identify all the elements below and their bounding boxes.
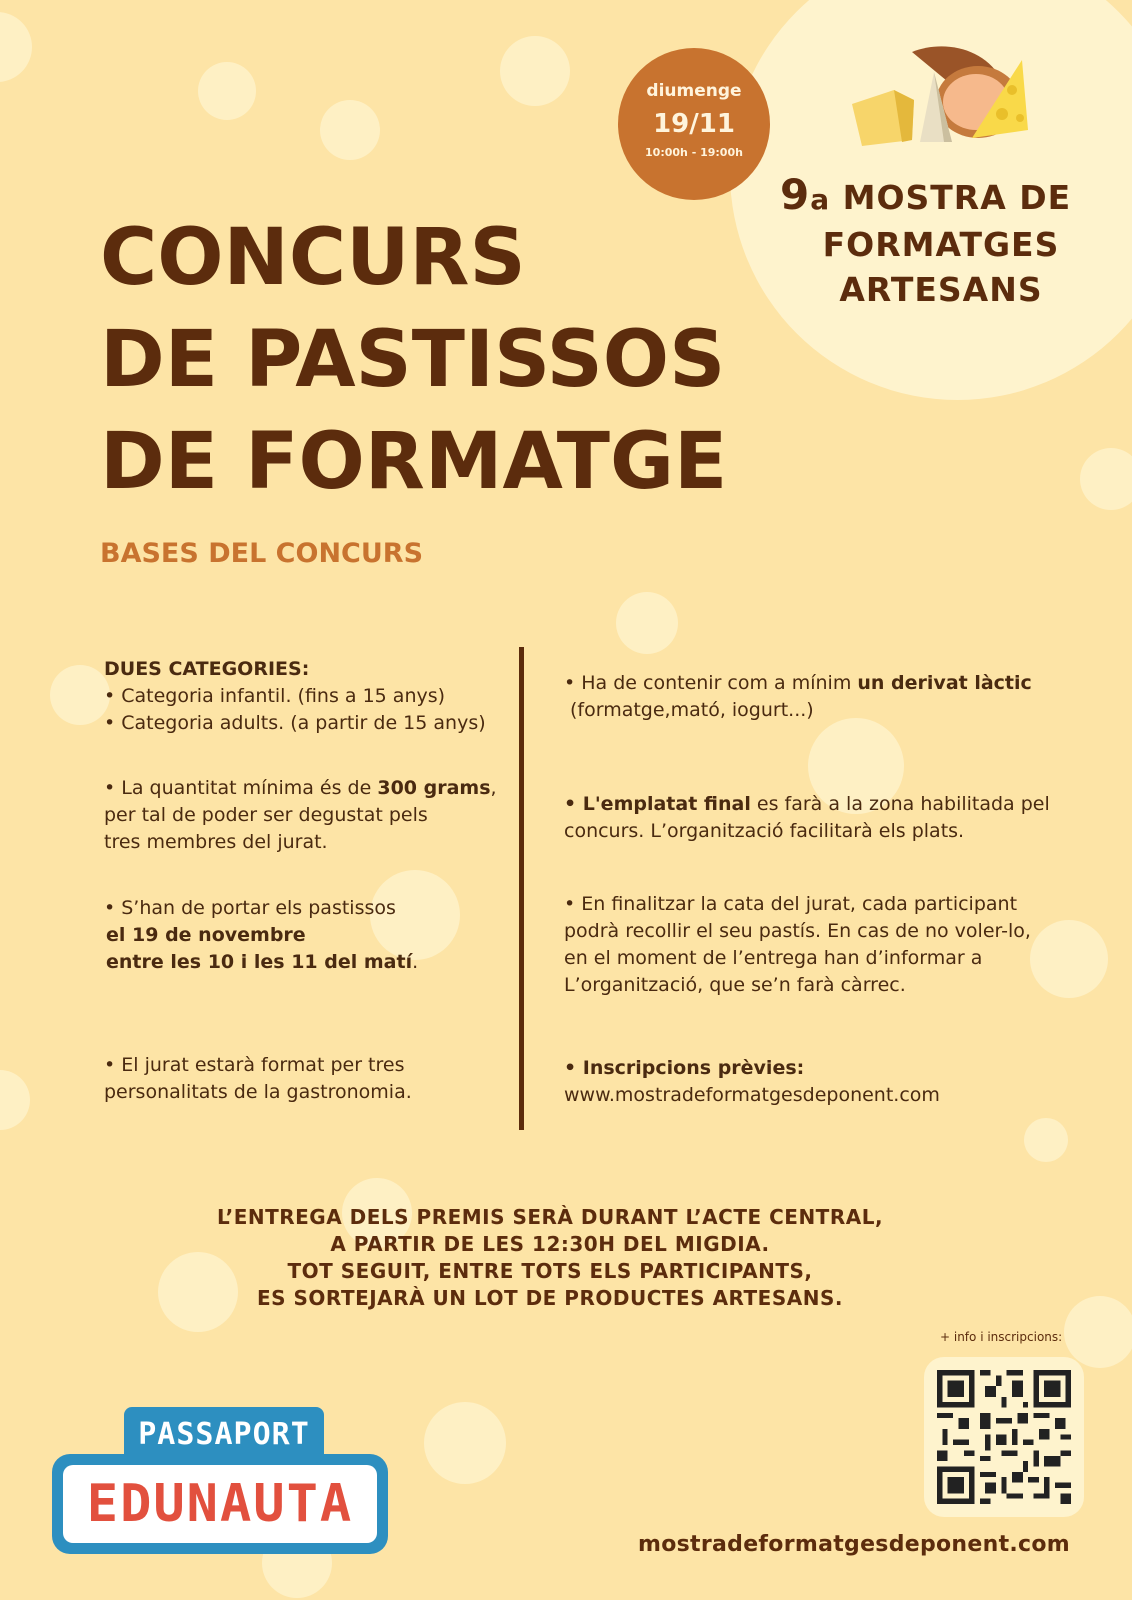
categories-block	[104, 656, 524, 737]
event-ordinal-suffix: a	[810, 183, 831, 216]
event-title-line2: FORMATGES	[822, 225, 1060, 264]
category-infant: • Categoria infantil. (fins a 15 anys)	[104, 685, 446, 707]
dairy-block	[564, 670, 1104, 724]
quantity-comma: ,	[490, 777, 497, 799]
event-title-line3: ARTESANS	[839, 270, 1043, 309]
background-spot	[50, 665, 110, 725]
delivery-line1: • S’han de portar els pastissos	[104, 897, 396, 919]
collect-line3: en el moment de l’entrega han d’informar a	[564, 947, 983, 969]
logo-frame	[52, 1454, 388, 1554]
subtitle: BASES DEL CONCURS	[100, 538, 424, 569]
awards-line2: A PARTIR DE LES 12:30H DEL MIGDIA.	[330, 1232, 770, 1256]
jury-block	[104, 1052, 524, 1106]
rules-left-column	[104, 0, 524, 1600]
quantity-line2: per tal de poder ser degustat pels	[104, 804, 428, 826]
delivery-period: .	[412, 951, 419, 973]
quantity-text: • La quantitat mínima és de	[104, 777, 378, 799]
plating-block	[564, 791, 1104, 845]
event-ordinal-number: 9	[780, 170, 811, 219]
main-title-line2: DE PASTISSOS	[100, 315, 726, 405]
categories-heading: DUES CATEGORIES:	[104, 658, 310, 680]
date-value: 19/11	[653, 109, 735, 139]
dairy-bold: un derivat làctic	[857, 672, 1032, 694]
quantity-line3: tres membres del jurat.	[104, 831, 328, 853]
dairy-examples: (formatge,mató, iogurt...)	[570, 699, 814, 721]
awards-line1: L’ENTREGA DELS PREMIS SERÀ DURANT L’ACTE CENTRAL,	[216, 1205, 884, 1229]
registration-url[interactable]: www.mostradeformatgesdeponent.com	[564, 1084, 940, 1106]
plating-line2: concurs. L’organització facilitarà els plats.	[564, 820, 965, 842]
website-link[interactable]: mostradeformatgesdeponent.com	[638, 1532, 1071, 1557]
event-title-text1: MOSTRA DE	[842, 178, 1072, 217]
qr-code-icon[interactable]	[937, 1370, 1071, 1504]
quantity-block	[104, 775, 524, 856]
awards-announcement	[150, 1204, 950, 1312]
registration-block	[564, 1055, 1104, 1109]
awards-line4: ES SORTEJARÀ UN LOT DE PRODUCTES ARTESANS.	[257, 1286, 843, 1310]
quantity-amount: 300 grams	[377, 777, 491, 799]
collect-line2: podrà recollir el seu pastís. En cas de no voler-lo,	[564, 920, 1031, 942]
plating-bold: • L'emplatat final	[564, 793, 751, 815]
date-weekday: diumenge	[646, 81, 742, 101]
jury-line2: personalitats de la gastronomia.	[104, 1081, 412, 1103]
delivery-block	[104, 895, 524, 976]
logo-passaport-text: PASSAPORT	[124, 1407, 324, 1463]
date-hours: 10:00h - 19:00h	[645, 146, 743, 159]
delivery-date: el 19 de novembre	[106, 924, 306, 946]
category-adult: • Categoria adults. (a partir de 15 anys)	[104, 712, 486, 734]
background-spot	[0, 12, 32, 82]
dairy-text: • Ha de contenir com a mínim	[564, 672, 858, 694]
background-spot	[0, 1070, 30, 1130]
qr-code-box[interactable]	[924, 1357, 1084, 1517]
collect-block	[564, 891, 1104, 999]
main-title-line1: CONCURS	[100, 213, 526, 303]
plating-text: es farà a la zona habilitada pel	[750, 793, 1050, 815]
registration-heading: • Inscripcions prèvies:	[564, 1057, 805, 1079]
jury-line1: • El jurat estarà format per tres	[104, 1054, 405, 1076]
awards-line3: TOT SEGUIT, ENTRE TOTS ELS PARTICIPANTS,	[287, 1259, 813, 1283]
collect-line4: L’organització, que se’n farà càrrec.	[564, 974, 906, 996]
logo-edunauta-text: EDUNAUTA	[63, 1465, 377, 1543]
delivery-time: entre les 10 i les 11 del matí	[106, 951, 413, 973]
main-title-line3: DE FORMATGE	[100, 417, 728, 507]
collect-line1: • En finalitzar la cata del jurat, cada participant	[564, 893, 1018, 915]
passaport-edunauta-logo	[52, 1407, 392, 1557]
column-divider	[519, 647, 524, 1130]
info-label: + info i inscripcions:	[940, 1330, 1063, 1344]
